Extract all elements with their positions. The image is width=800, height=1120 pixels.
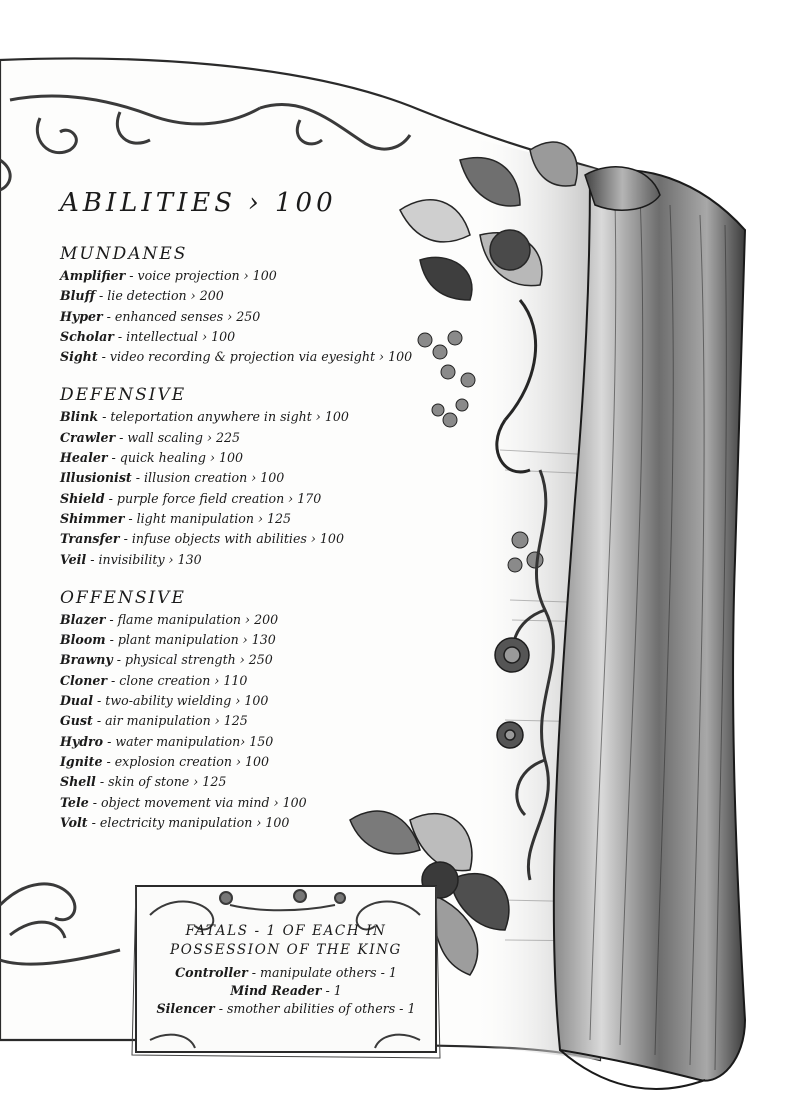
ability-desc: - video recording & projection via eyesight › 100	[97, 349, 413, 365]
fatal-desc: - manipulate others - 1	[247, 965, 397, 980]
fatal-item	[136, 982, 436, 1000]
ability-item	[60, 407, 440, 427]
ability-desc: - voice projection › 100	[125, 268, 277, 283]
ability-item	[60, 691, 440, 711]
ability-desc: - electricity manipulation › 100	[87, 814, 290, 830]
fatal-desc: - 1	[321, 983, 342, 998]
ability-name: Dual	[60, 693, 94, 709]
ability-item	[60, 671, 440, 691]
ability-item	[60, 307, 440, 327]
ability-name: Bloom	[60, 632, 106, 648]
section-mundanes	[60, 244, 440, 367]
ability-name: Sight	[60, 349, 98, 365]
ability-name: Blink	[60, 409, 99, 425]
ability-item	[60, 347, 440, 367]
ability-desc: - teleportation anywhere in sight › 100	[98, 409, 349, 425]
ability-desc: - lie detection › 200	[95, 288, 224, 304]
ability-item	[60, 327, 440, 347]
fatals-heading-line1: FATALS - 1 OF EACH IN	[185, 923, 387, 939]
fatals-heading-line2: POSSESSION OF THE KING	[170, 942, 402, 958]
ability-desc: - object movement via mind › 100	[88, 794, 307, 810]
ability-name: Volt	[60, 814, 88, 830]
ability-item	[60, 428, 440, 448]
section-heading: DEFENSIVE	[60, 385, 187, 406]
ability-desc: - enhanced senses › 250	[102, 308, 261, 324]
ability-name: Ignite	[60, 753, 103, 769]
ability-desc: - clone creation › 110	[107, 672, 248, 688]
ability-name: Transfer	[60, 531, 120, 547]
section-defensive	[60, 385, 440, 569]
ability-name: Bluff	[60, 288, 96, 304]
section-heading: MUNDANES	[60, 244, 188, 264]
ability-desc: - infuse objects with abilities › 100	[119, 531, 344, 547]
ability-name: Scholar	[60, 328, 114, 344]
ability-name: Healer	[60, 450, 108, 466]
ability-name: Hydro	[60, 733, 104, 749]
ability-name: Shimmer	[60, 510, 125, 526]
fatal-item	[136, 964, 436, 982]
ability-item	[60, 550, 440, 570]
fatal-name: Controller	[175, 965, 248, 980]
ability-item	[60, 448, 440, 468]
ability-item	[60, 711, 440, 731]
section-heading: OFFENSIVE	[60, 587, 186, 608]
ability-desc: - skin of stone › 125	[95, 774, 227, 790]
ability-item	[60, 650, 440, 670]
ability-desc: - explosion creation › 100	[102, 753, 270, 769]
ability-name: Shield	[60, 490, 105, 506]
ability-name: Shell	[60, 774, 96, 790]
ability-name: Crawler	[60, 429, 116, 445]
fatals-box	[136, 890, 436, 1018]
abilities-list	[60, 188, 440, 851]
ability-name: Amplifier	[60, 268, 126, 283]
ability-item	[60, 813, 440, 833]
ability-name: Blazer	[60, 611, 106, 627]
ability-item	[60, 793, 440, 813]
ability-item	[60, 489, 440, 509]
fatal-name: Mind Reader	[230, 983, 322, 998]
ability-item	[60, 752, 440, 772]
fatal-item	[136, 1000, 436, 1018]
page-title: ABILITIES › 100	[60, 188, 337, 218]
ability-name: Gust	[60, 713, 93, 729]
ability-desc: - water manipulation› 150	[103, 733, 274, 749]
ability-desc: - light manipulation › 125	[124, 510, 292, 526]
ability-desc: - intellectual › 100	[113, 328, 236, 344]
fatal-name: Silencer	[156, 1001, 215, 1016]
ability-desc: - invisibility › 130	[86, 551, 202, 567]
ability-item	[60, 610, 440, 630]
ability-item	[60, 509, 440, 529]
ability-item	[60, 772, 440, 792]
ability-item	[60, 266, 440, 286]
ability-item	[60, 529, 440, 549]
ability-item	[60, 732, 440, 752]
ability-desc: - wall scaling › 225	[115, 429, 241, 445]
ability-name: Cloner	[60, 672, 108, 688]
ability-desc: - flame manipulation › 200	[105, 611, 279, 627]
ability-item	[60, 468, 440, 488]
section-offensive	[60, 588, 440, 833]
ability-item	[60, 286, 440, 306]
fatal-desc: - smother abilities of others - 1	[214, 1001, 416, 1016]
ability-item	[60, 630, 440, 650]
ability-desc: - quick healing › 100	[107, 450, 244, 466]
ability-desc: - purple force field creation › 170	[104, 490, 322, 506]
ability-desc: - plant manipulation › 130	[105, 632, 276, 648]
ability-desc: - air manipulation › 125	[92, 713, 248, 729]
ability-name: Hyper	[60, 308, 103, 324]
ability-name: Veil	[60, 551, 87, 567]
ability-name: Tele	[60, 794, 89, 810]
ability-name: Brawny	[60, 652, 113, 668]
ability-desc: - illusion creation › 100	[131, 470, 285, 486]
ability-name: Illusionist	[60, 470, 132, 486]
ability-desc: - physical strength › 250	[112, 652, 273, 668]
ability-desc: - two-ability wielding › 100	[93, 693, 269, 709]
